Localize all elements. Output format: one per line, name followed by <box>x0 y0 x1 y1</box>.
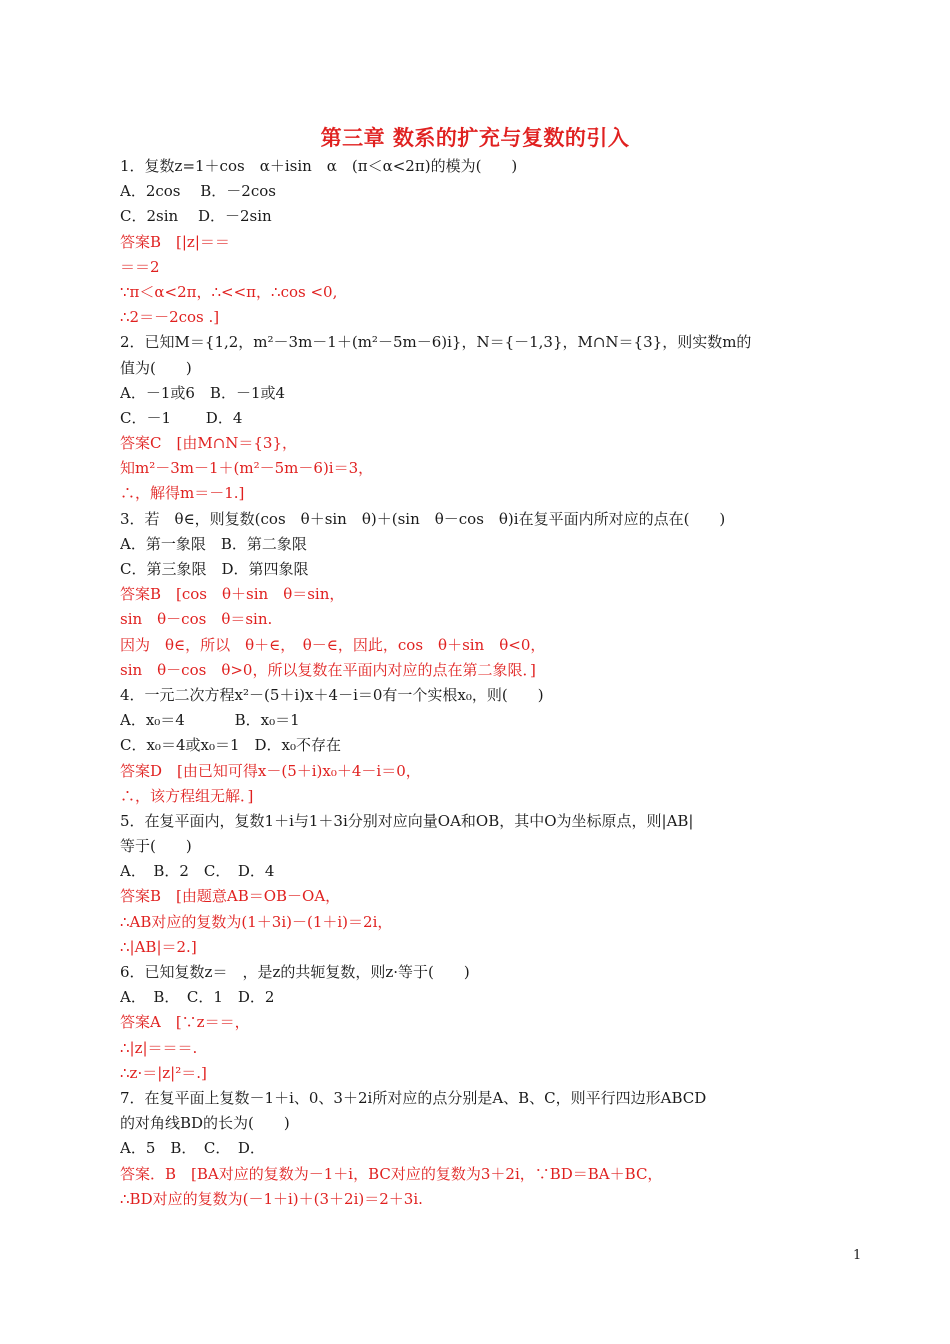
answer-line: ∴BD对应的复数为(－1＋i)＋(3＋2i)＝2＋3i. <box>120 1189 423 1208</box>
question-line: C．2sin D．－2sin <box>120 207 272 226</box>
answer-line: 答案D [由已知可得x－(5＋i)x₀＋4－i＝0， <box>120 761 421 780</box>
question-line: 3．若 θ∈，则复数(cos θ＋sin θ)＋(sin θ－cos θ)i在复平面内所对应的点在( ) <box>120 509 726 528</box>
answer-line: 知m²－3m－1＋(m²－5m－6)i＝3， <box>120 459 374 478</box>
answer-line: sin θ－cos θ>0，所以复数在平面内对应的点在第二象限．] <box>120 660 536 679</box>
content-body <box>120 154 820 1212</box>
answer-line: 答案．B [BA对应的复数为－1＋i，BC对应的复数为3＋2i，∵BD＝BA＋BC， <box>120 1164 663 1183</box>
question-line: 6．已知复数z＝ ，是z的共轭复数，则z·等于( ) <box>120 963 470 981</box>
answer-line: ＝＝2 <box>120 257 160 276</box>
question-line: C．－1 D．4 <box>120 408 243 427</box>
question-line: A．5 B． C． D． <box>120 1139 265 1158</box>
answer-line: 答案B [cos θ＋sin θ＝sin， <box>120 585 345 604</box>
answer-line: ∴z·＝|z|²＝.] <box>120 1063 207 1082</box>
answer-line: sin θ－cos θ＝sin. <box>120 610 273 629</box>
question-line: 的对角线BD的长为( ) <box>120 1114 290 1133</box>
answer-line: ∴2＝－2cos .] <box>120 308 220 327</box>
answer-line: 因为 θ∈，所以 θ＋∈， θ－∈，因此，cos θ＋sin θ<0， <box>120 635 546 654</box>
question-line: 4．一元二次方程x²－(5＋i)x＋4－i＝0有一个实根x₀，则( ) <box>120 685 544 704</box>
question-line: 5．在复平面内，复数1＋i与1＋3i分别对应向量OA和OB，其中O为坐标原点，则|AB| <box>120 811 694 830</box>
question-line: A．第一象限 B．第二象限 <box>120 534 307 553</box>
page-number: 1 <box>853 1248 862 1263</box>
answer-line: 答案C [由M∩N＝{3}， <box>120 434 298 453</box>
chapter-title: 第三章 数系的扩充与复数的引入 <box>320 125 630 150</box>
question-line: A． B． C．1 D．2 <box>120 988 275 1007</box>
question-line: 等于( ) <box>120 837 192 856</box>
answer-line: ∴AB对应的复数为(1＋3i)－(1＋i)＝2i， <box>120 912 393 931</box>
answer-line: 答案A [∵z＝＝， <box>120 1013 250 1032</box>
question-line: 7．在复平面上复数－1＋i、0、3＋2i所对应的点分别是A、B、C，则平行四边形ABCD <box>120 1088 707 1107</box>
question-line: 1．复数z=1＋cos α＋isin α (π＜α<2π)的模为( ) <box>120 157 518 175</box>
answer-line: ∴，该方程组无解．] <box>120 786 254 805</box>
question-line: C．第三象限 D．第四象限 <box>120 560 309 578</box>
answer-line: ∴|AB|＝2.] <box>120 937 197 956</box>
answer-line: ∴，解得m＝－1.] <box>120 484 245 503</box>
answer-line: 答案B [|z|＝＝ <box>120 232 230 251</box>
question-line: 2．已知M＝{1,2，m²－3m－1＋(m²－5m－6)i}，N＝{－1,3}，M∩N＝{3}，则实数m的 <box>120 333 752 352</box>
question-line: A．－1或6 B．－1或4 <box>120 383 286 402</box>
question-line: A．x₀＝4 B．x₀＝1 <box>120 711 300 730</box>
question-line: A．2cos B．－2cos <box>120 182 276 201</box>
answer-line: 答案B [由题意AB＝OB－OA， <box>120 887 341 906</box>
question-line: C．x₀＝4或x₀＝1 D．x₀不存在 <box>120 736 342 755</box>
question-line: A． B．2 C． D．4 <box>120 862 275 881</box>
answer-line: ∵π＜α<2π，∴<<π，∴cos <0, <box>120 282 338 301</box>
question-line: 值为( ) <box>120 358 192 377</box>
answer-line: ∴|z|＝＝＝. <box>120 1038 198 1057</box>
